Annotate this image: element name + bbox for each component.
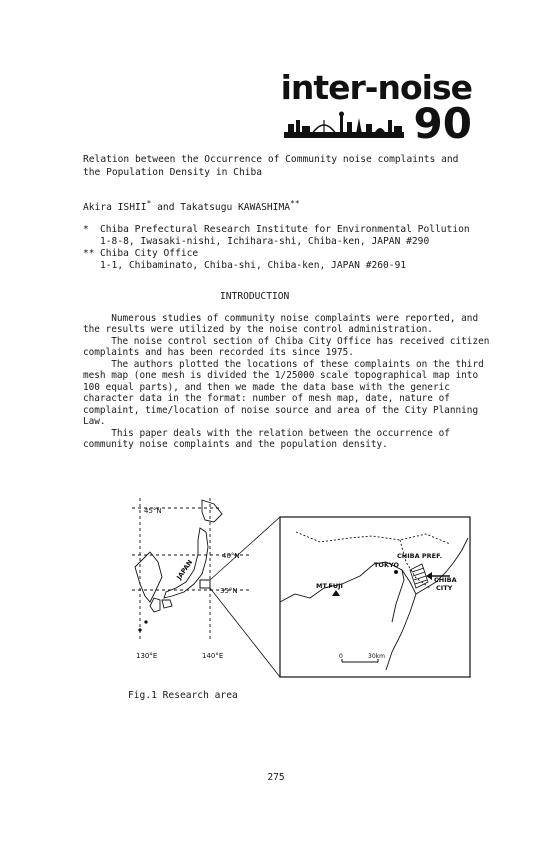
page-number: 275	[267, 772, 285, 783]
body-line: The authors plotted the locations of these complaints on the third	[83, 359, 484, 370]
body-line: complaint, time/location of noise source and area of the City Planning	[83, 405, 479, 416]
affiliation-1-line-1: Chiba Prefectural Research Institute for Environmental Pollution	[100, 224, 470, 235]
connector-line	[210, 588, 280, 677]
author-2-mark: **	[290, 199, 300, 208]
author-2: and Takatsugu KAWASHIMA	[157, 202, 291, 214]
label-mt-fuji: MT.FUJI	[316, 582, 343, 590]
inset-marker	[200, 580, 210, 588]
affiliation-1-mark: *	[83, 224, 89, 235]
paper-title-line-1: Relation between the Occurrence of Community noise complaints and	[83, 154, 459, 165]
author-1-mark: *	[146, 199, 152, 208]
body-line: The noise control section of Chiba City Office has received citizen	[83, 336, 490, 347]
label-chiba-city-2: CITY	[436, 584, 453, 592]
affiliation-2-mark: **	[83, 248, 95, 259]
affiliation-2-line-2: 1-1, Chibaminato, Chiba-shi, Chiba-ken, JAPAN #260-91	[100, 260, 407, 271]
connector-line	[210, 517, 280, 580]
label-tokyo: TOKYO	[374, 561, 399, 569]
affiliation-1-line-2: 1-8-8, Iwasaki-nishi, Ichihara-shi, Chiba-ken, JAPAN #290	[100, 236, 430, 247]
body-line: Numerous studies of community noise complaints were reported, and	[83, 313, 479, 324]
authors-line	[83, 198, 300, 213]
section-heading: INTRODUCTION	[220, 291, 290, 302]
skyline-illustration	[284, 110, 404, 144]
body-line: community noise complaints and the population density.	[83, 439, 388, 450]
body-line: the results were utilized by the noise control administration.	[83, 324, 433, 335]
label-chiba-city-1: CHIBA	[434, 576, 457, 584]
tokyo-marker	[394, 570, 398, 574]
body-line: Law.	[83, 416, 106, 427]
label-140e: 140°E	[202, 652, 224, 660]
label-chiba-pref: CHIBA PREF.	[397, 552, 443, 560]
japan-overview-map	[132, 498, 250, 642]
body-line: mesh map (one mesh is divided the 1/25000 scale topographical map into	[83, 370, 479, 381]
body-line: character data in the format: number of mesh map, date, nature of	[83, 393, 450, 404]
body-line: This paper deals with the relation between the occurrence of	[83, 428, 450, 439]
scale-label-30: 30km	[368, 653, 385, 660]
research-area-map	[110, 492, 475, 687]
conference-logo	[282, 70, 472, 150]
body-line: 100 equal parts), and then we made the data base with the generic	[83, 382, 450, 393]
body-line: complaints and has been recorded its since 1975.	[83, 347, 354, 358]
label-japan: JAPAN	[175, 558, 195, 582]
label-40n: 40°N	[222, 552, 240, 560]
label-45n: 45°N	[144, 507, 162, 515]
logo-year: 90	[413, 99, 472, 148]
scale-label-0: 0	[339, 653, 343, 660]
logo-title: inter-noise	[280, 68, 472, 107]
label-130e: 130°E	[136, 652, 158, 660]
figure-caption: Fig.1 Research area	[128, 690, 238, 701]
affiliation-2-line-1: Chiba City Office	[100, 248, 199, 259]
label-35n: 35°N	[220, 587, 238, 595]
author-1: Akira ISHII	[83, 202, 147, 214]
paper-title-line-2: the Population Density in Chiba	[83, 167, 263, 178]
